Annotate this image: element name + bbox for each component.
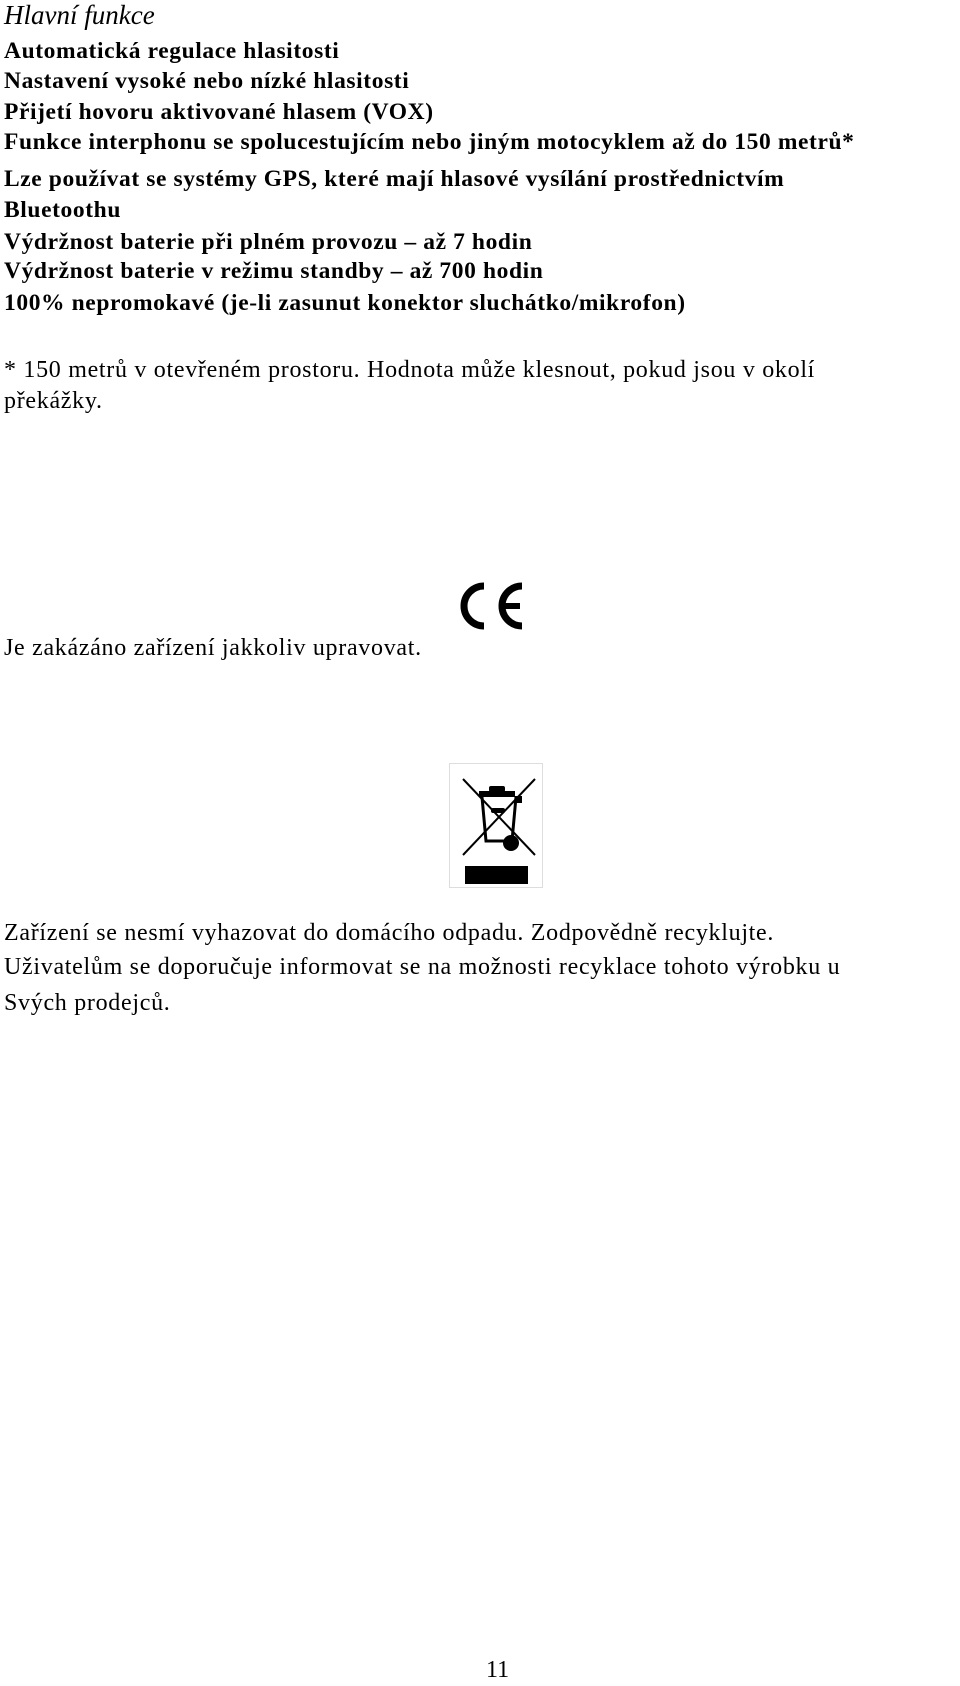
- feature-item: Výdržnost baterie při plném provozu – až 7 hodin: [4, 229, 533, 255]
- disposal-line: Svých prodejců.: [4, 990, 171, 1016]
- section-heading: Hlavní funkce: [4, 0, 155, 30]
- feature-item: Přijetí hovoru aktivované hlasem (VOX): [4, 99, 434, 125]
- feature-item: Bluetoothu: [4, 197, 121, 223]
- feature-item: 100% nepromokavé (je-li zasunut konektor sluchátko/mikrofon): [4, 290, 686, 316]
- feature-item: Nastavení vysoké nebo nízké hlasitosti: [4, 68, 410, 94]
- feature-item: Automatická regulace hlasitosti: [4, 38, 340, 64]
- footnote-line: * 150 metrů v otevřeném prostoru. Hodnota může klesnout, pokud jsou v okolí: [4, 357, 816, 383]
- page-number: 11: [486, 1657, 510, 1683]
- footnote-line: překážky.: [4, 388, 103, 414]
- feature-item: Výdržnost baterie v režimu standby – až 700 hodin: [4, 258, 544, 284]
- feature-item: Lze používat se systémy GPS, které mají hlasové vysílání prostřednictvím: [4, 166, 785, 192]
- modification-warning: Je zakázáno zařízení jakkoliv upravovat.: [4, 635, 422, 661]
- ce-mark-icon: [458, 582, 526, 630]
- weee-crossed-bin-icon: [449, 763, 543, 888]
- disposal-line: Uživatelům se doporučuje informovat se na možnosti recyklace tohoto výrobku u: [4, 954, 841, 980]
- feature-item: Funkce interphonu se spolucestujícím nebo jiným motocyklem až do 150 metrů*: [4, 129, 855, 155]
- disposal-line: Zařízení se nesmí vyhazovat do domácího odpadu. Zodpovědně recyklujte.: [4, 920, 775, 946]
